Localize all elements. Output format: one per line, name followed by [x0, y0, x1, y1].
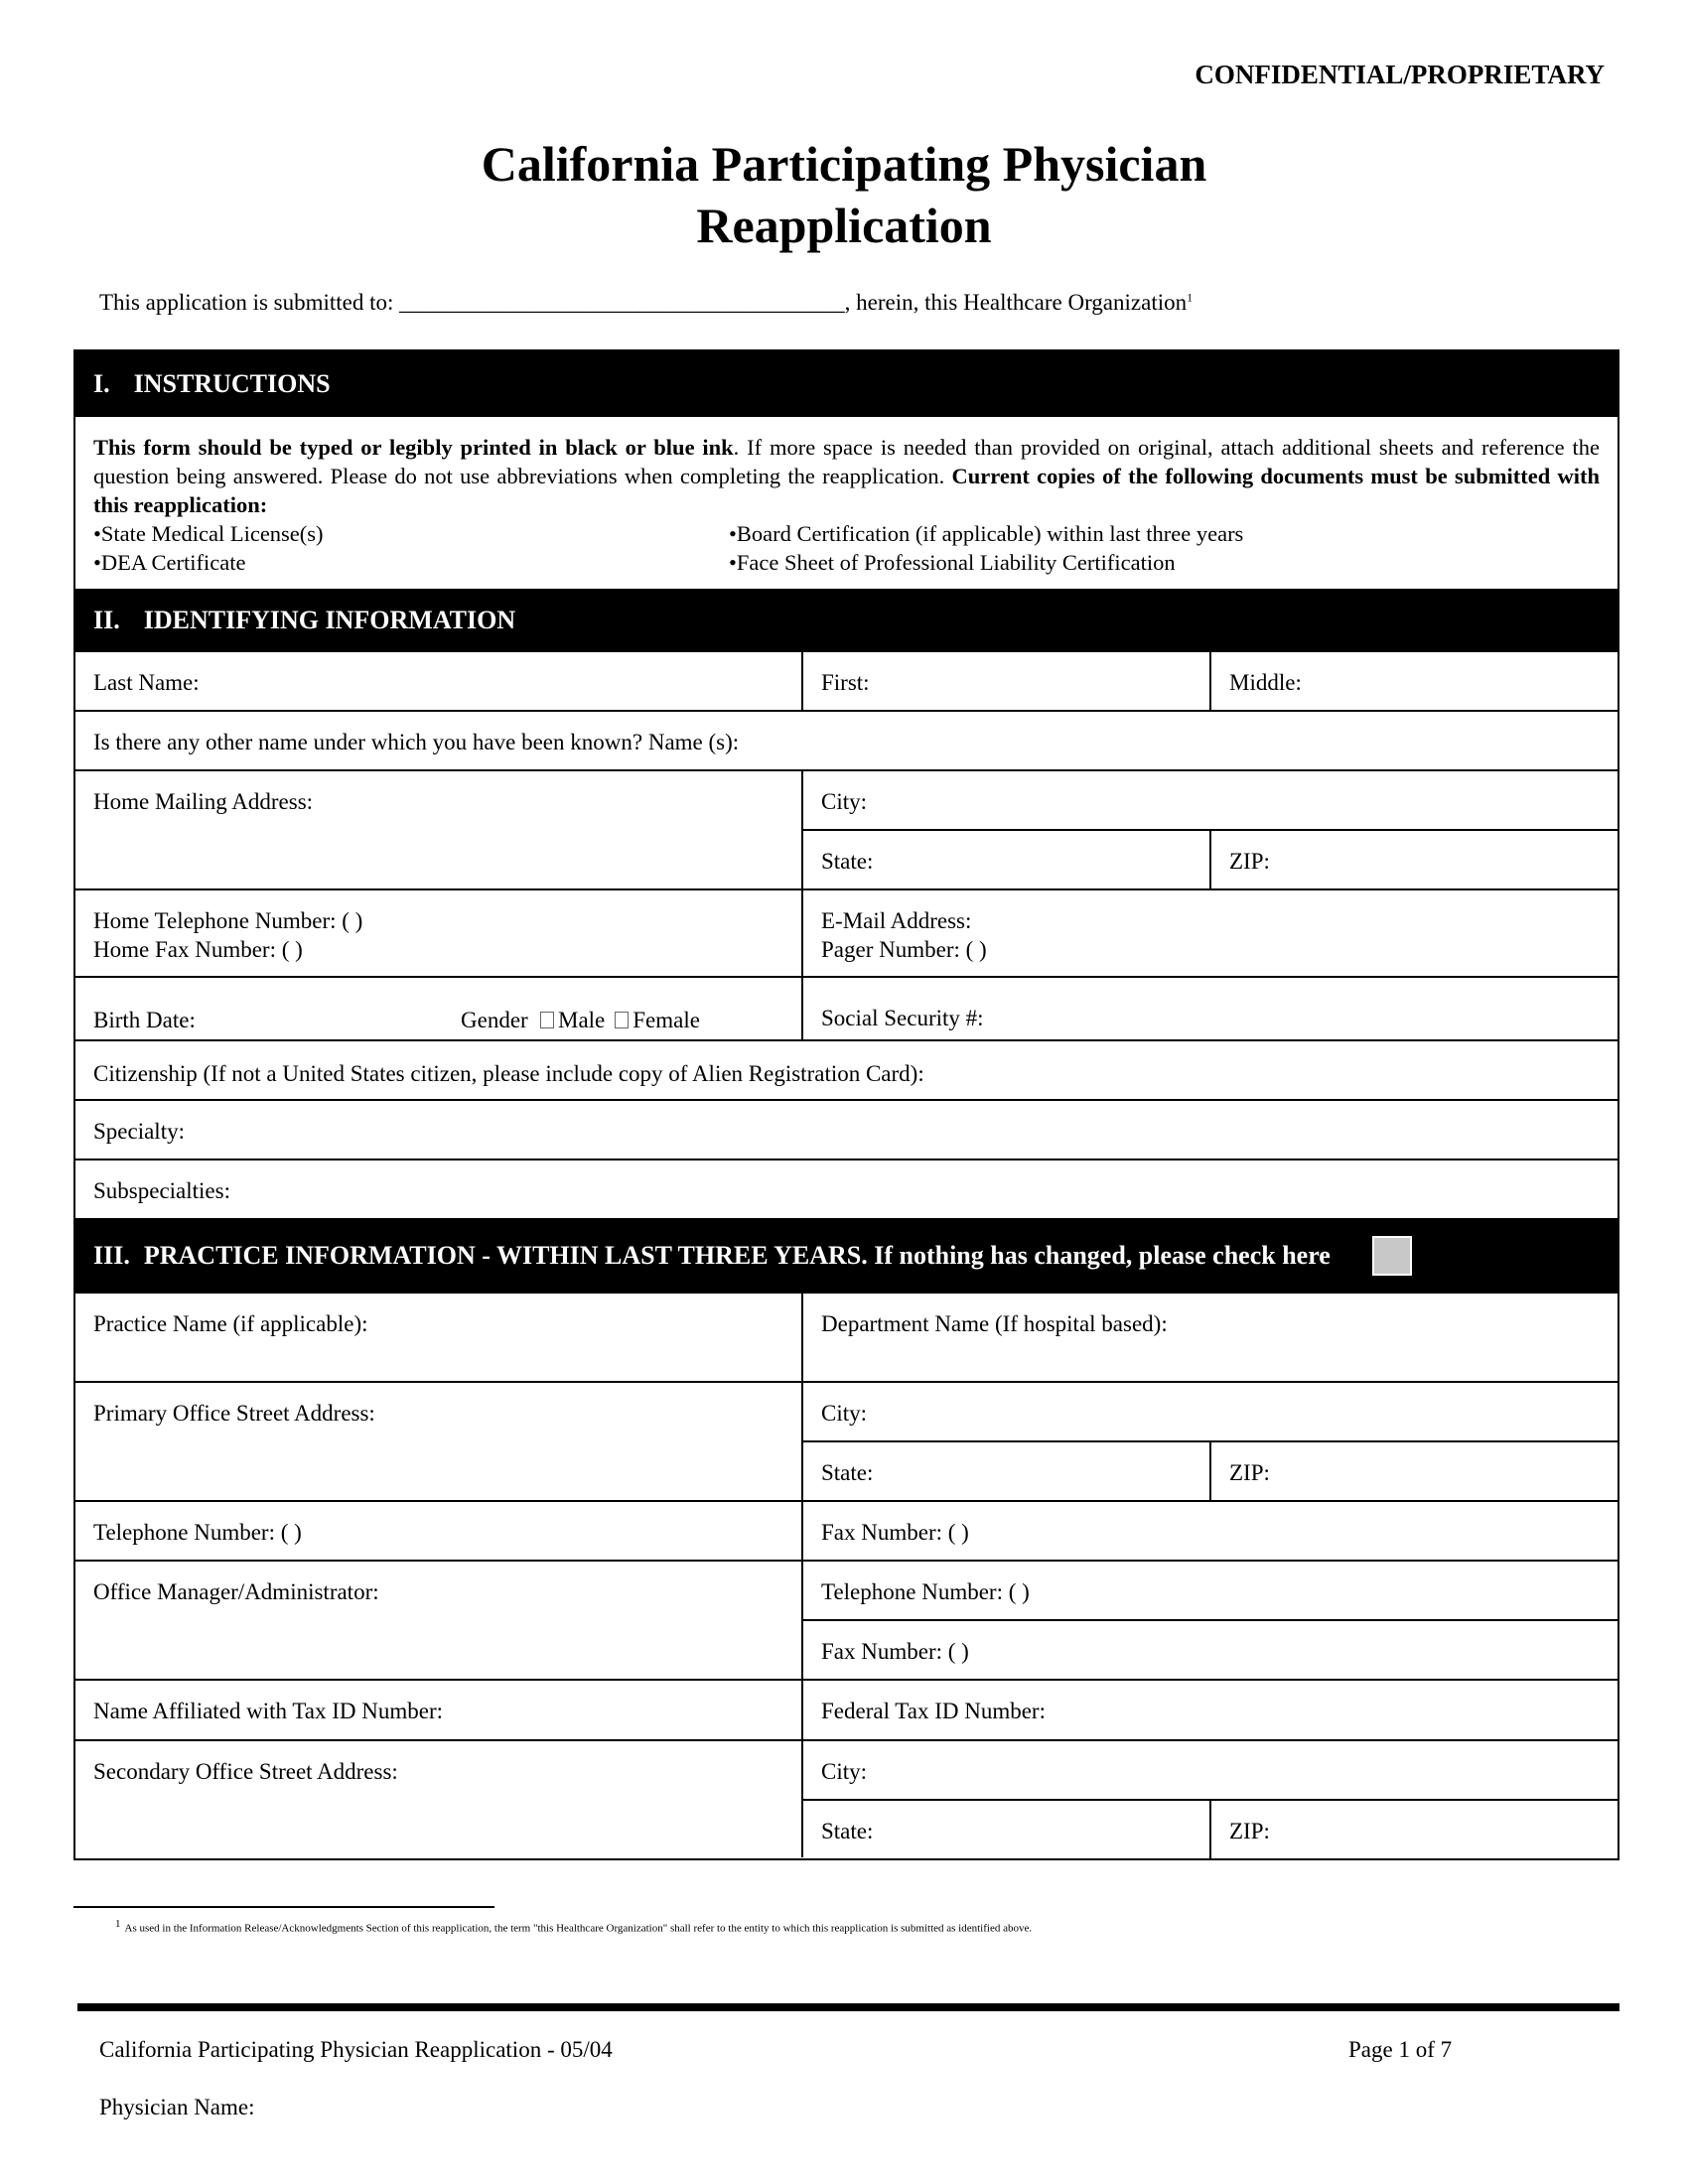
tax-name-field[interactable]: Name Affiliated with Tax ID Number:	[75, 1681, 803, 1739]
primary-address-stack	[803, 1383, 1618, 1500]
documents-list	[93, 519, 1600, 577]
confidential-label: CONFIDENTIAL/PROPRIETARY	[1195, 60, 1605, 89]
primary-zip-field[interactable]: ZIP:	[1229, 1460, 1270, 1485]
female-label: Female	[633, 1008, 700, 1032]
instructions-bold-2: Current copies of the following documents must be submitted with this reapplication:	[93, 464, 1600, 517]
male-checkbox[interactable]	[540, 1012, 554, 1028]
manager-fax-field[interactable]: Fax Number: ( )	[821, 1639, 969, 1664]
section-title: INSTRUCTIONS	[133, 369, 331, 398]
doc-item: •Face Sheet of Professional Liability Certification	[729, 550, 1176, 575]
secondary-address-row	[75, 1739, 1618, 1858]
last-name-field[interactable]: Last Name:	[75, 652, 803, 710]
home-fax-field[interactable]: Home Fax Number: ( )	[93, 937, 303, 962]
other-name-field[interactable]: Is there any other name under which you have been known? Name (s):	[93, 730, 740, 754]
office-manager-row	[75, 1560, 1618, 1679]
secondary-address-field[interactable]: Secondary Office Street Address:	[75, 1741, 803, 1857]
footnote-number: 1	[115, 1918, 121, 1930]
home-city-field[interactable]: City:	[821, 789, 868, 814]
name-row	[75, 652, 1618, 710]
submitted-to-line[interactable]	[99, 290, 1193, 316]
ssn-field[interactable]: Social Security #:	[821, 1006, 984, 1030]
physician-name-field[interactable]: Physician Name:	[99, 2095, 255, 2119]
page-number: Page 1 of 7	[1348, 2037, 1453, 2062]
male-label: Male	[558, 1008, 606, 1032]
title-line-1: California Participating Physician	[481, 136, 1207, 192]
home-phone-cell	[75, 890, 803, 976]
first-name-field[interactable]: First:	[803, 652, 1211, 710]
title-line-2: Reapplication	[696, 198, 992, 253]
birth-gender-cell	[75, 978, 803, 1039]
other-name-row	[75, 710, 1618, 769]
subspecialties-row	[75, 1159, 1618, 1218]
birth-row	[75, 976, 1618, 1039]
primary-state-field[interactable]: State:	[803, 1442, 1211, 1500]
submitted-to-text: This application is submitted to: _______________________________________, herein, this Healthcare Organization	[99, 290, 1188, 315]
footer-rule	[77, 2003, 1619, 2011]
section-practice-header	[75, 1218, 1618, 1294]
section-number: I.	[93, 369, 110, 398]
home-state-field[interactable]: State:	[803, 831, 1211, 888]
practice-name-field[interactable]: Practice Name (if applicable):	[75, 1294, 803, 1381]
section-title: IDENTIFYING INFORMATION	[143, 606, 516, 634]
instructions-text-1: . If more space is needed than provided on original, attach additional sheets and reference the question being answered. Please do not use abbreviations when completing the reapplication.	[93, 435, 1600, 488]
instructions-body	[75, 417, 1618, 589]
office-fax-field[interactable]: Fax Number: ( )	[821, 1520, 969, 1545]
birth-date-field[interactable]: Birth Date:	[93, 1008, 196, 1032]
documents-col-right	[729, 519, 1243, 577]
doc-item: •DEA Certificate	[93, 550, 246, 575]
gender-label: Gender	[461, 1008, 528, 1032]
footnote-ref: 1	[1187, 290, 1194, 305]
female-checkbox[interactable]	[615, 1012, 629, 1028]
citizenship-field[interactable]: Citizenship (If not a United States citizen, please include copy of Alien Registration Card):	[93, 1061, 924, 1086]
page-title	[0, 133, 1688, 256]
middle-name-field[interactable]: Middle:	[1229, 670, 1302, 695]
tax-row	[75, 1679, 1618, 1739]
practice-name-row	[75, 1294, 1618, 1381]
home-address-stack	[803, 771, 1618, 888]
office-manager-field[interactable]: Office Manager/Administrator:	[75, 1562, 803, 1679]
home-address-row	[75, 769, 1618, 888]
section-number: III.	[93, 1241, 130, 1270]
email-field[interactable]: E-Mail Address:	[821, 908, 972, 933]
specialty-row	[75, 1099, 1618, 1159]
office-manager-stack	[803, 1562, 1618, 1679]
home-address-field[interactable]: Home Mailing Address:	[75, 771, 803, 888]
secondary-address-stack	[803, 1741, 1618, 1858]
phone-row	[75, 888, 1618, 976]
secondary-city-field[interactable]: City:	[821, 1759, 868, 1784]
secondary-zip-field[interactable]: ZIP:	[1229, 1819, 1270, 1843]
email-pager-cell	[803, 890, 1618, 976]
footnote-divider	[73, 1906, 494, 1908]
citizenship-row	[75, 1039, 1618, 1099]
pager-field[interactable]: Pager Number: ( )	[821, 937, 987, 962]
section-title: PRACTICE INFORMATION - WITHIN LAST THREE YEARS. If nothing has changed, please check here	[143, 1241, 1331, 1270]
federal-tax-field[interactable]: Federal Tax ID Number:	[821, 1699, 1046, 1723]
section-number: II.	[93, 606, 120, 634]
manager-phone-field[interactable]: Telephone Number: ( )	[821, 1579, 1030, 1604]
office-phone-field[interactable]: Telephone Number: ( )	[75, 1502, 803, 1560]
section-identifying-header	[75, 589, 1618, 652]
home-zip-field[interactable]: ZIP:	[1229, 849, 1270, 874]
doc-item: •State Medical License(s)	[93, 521, 324, 546]
instructions-paragraph	[93, 433, 1600, 519]
no-change-checkbox[interactable]	[1372, 1236, 1412, 1276]
secondary-state-field[interactable]: State:	[803, 1801, 1211, 1858]
home-phone-field[interactable]: Home Telephone Number: ( )	[93, 908, 363, 933]
primary-address-field[interactable]: Primary Office Street Address:	[75, 1383, 803, 1500]
office-phone-row	[75, 1500, 1618, 1560]
primary-address-row	[75, 1381, 1618, 1500]
footnote-text: As used in the Information Release/Acknowledgments Section of this reapplication, the term "this Healthcare Organization" shall refer to the entity to which this reapplication is submitted as identified above.	[124, 1922, 1033, 1935]
doc-item: •Board Certification (if applicable) within last three years	[729, 521, 1244, 546]
instructions-bold-1: This form should be typed or legibly printed in black or blue ink	[93, 435, 734, 460]
subspecialties-field[interactable]: Subspecialties:	[93, 1178, 230, 1203]
primary-city-field[interactable]: City:	[821, 1401, 868, 1426]
form-identifier: California Participating Physician Reapplication - 05/04	[99, 2037, 613, 2062]
section-instructions-header	[75, 351, 1618, 417]
documents-col-left	[93, 519, 729, 577]
application-form	[73, 349, 1619, 1860]
specialty-field[interactable]: Specialty:	[93, 1119, 185, 1144]
footnote	[115, 1918, 1032, 1935]
department-field[interactable]: Department Name (If hospital based):	[821, 1311, 1168, 1336]
